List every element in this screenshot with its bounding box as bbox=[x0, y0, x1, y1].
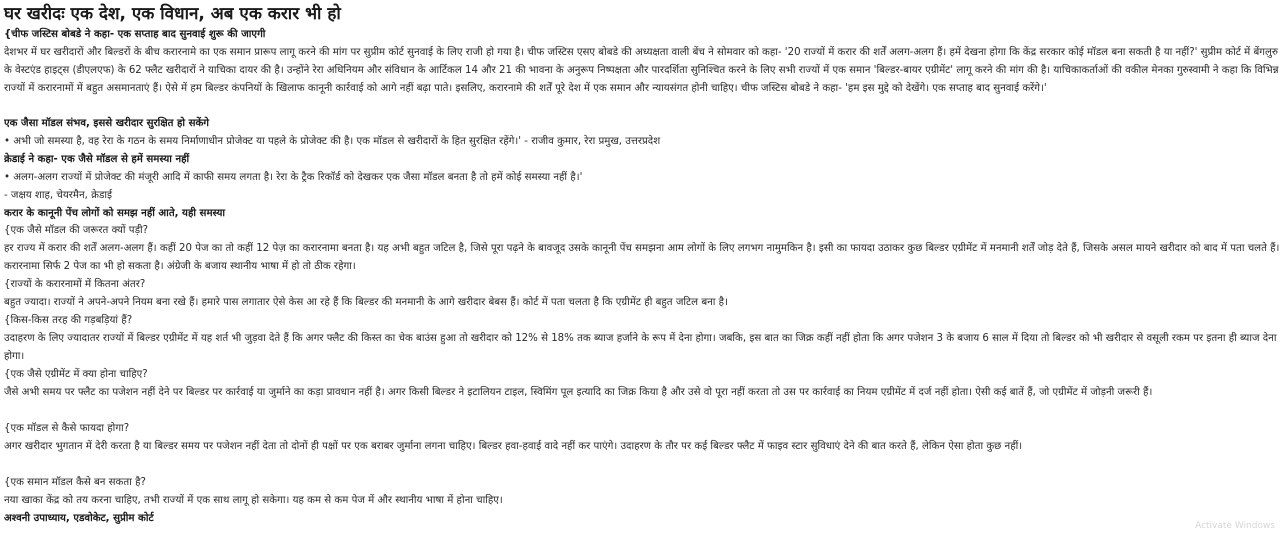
article bbox=[4, 2, 1280, 528]
section-heading-model-possible: एक जैसा मॉडल संभव, इससे खरीदार सुरक्षित हो सकेंगे bbox=[4, 118, 210, 129]
section-heading-legal-issues: करार के कानूनी पेंच लोगों को समझ नहीं आते, यही समस्या bbox=[4, 207, 226, 219]
section-heading-credai: क्रेडाई ने कहा- एक जैसे मॉडल से हमें समस्या नहीं bbox=[4, 153, 190, 165]
article-subhead: {चीफ जस्टिस बोबडे ने कहा- एक सप्ताह बाद सुनवाई शुरू की जाएगी bbox=[4, 29, 266, 40]
article-headline: घर खरीदः एक देश, एक विधान, अब एक करार भी हो bbox=[4, 4, 341, 24]
intro-paragraph: देशभर में घर खरीदारों और बिल्डरों के बीच करारनामे का एक समान प्रारूप लागू करने की मांग पर सुप्रीम कोर्ट सुनवाई के लिए राजी हो गया है। चीफ जस्टिस एसए बोबडे की अध्यक्षता वाली बेंच ने सोमवार को कहा- '20 राज्यों में करार की शर्तें अलग-अलग हैं। हमें देखना होगा कि केंद्र सरकार कोई मॉडल बना सकती है या नहीं?' सुप्रीम कोर्ट में बेंगलुरु के वेस्टएंड हाइट्स (डीएलएफ) के 62 फ्लैट खरीदारों ने याचिका दायर की है। उन्होंने रेरा अधिनियम और संविधान के आर्टिकल 14 और 21 की भावना के अनुरूप निष्पक्षता और पारदर्शिता सुनिश्चित करने के लिए सभी राज्यों में एक समान 'बिल्डर-बायर एग्रीमेंट' लागू करने की मांग की है। याचिकाकर्ताओं की वकील मेनका गुरुस्वामी ने कहा कि विभिन्न राज्यों में करारनामों में बहुत असमानताएं हैं। ऐसे में हम बिल्डर कंपनियों के खिलाफ कानूनी कार्रवाई को आगे नहीं बढ़ा पाते। इसलिए, करारनामे की शर्तें पूरे देश में एक समान और न्यायसंगत होनी चाहिए। चीफ जस्टिस बोबडे ने कहा- 'हम इस मुद्दे को देखेंगे। एक सप्ताह बाद सुनवाई करेंगे।' bbox=[4, 47, 1279, 94]
answer-how-model: नया खाका केंद्र को तय करना चाहिए, तभी राज्यों में एक साथ लागू हो सकेगा। यह कम से कम पेज में और स्थानीय भाषा में होना चाहिए। bbox=[4, 494, 503, 506]
question-agreement-contents: {एक जैसे एग्रीमेंट में क्या होना चाहिए? bbox=[4, 369, 148, 381]
answer-model-benefit: अगर खरीदार भुगतान में देरी करता है या बिल्डर समय पर पजेशन नहीं देता तो दोनों ही पक्षों पर एक बराबर जुर्माना लगना चाहिए। बिल्डर हवा-हवाई वादे नहीं कर पाएंगे। उदाहरण के तौर पर कई बिल्डर फ्लैट में फाइव स्टार सुविधाएं देने की बात करते हैं, लेकिन ऐसा होता कुछ नहीं। bbox=[4, 440, 1023, 452]
question-how-model: {एक समान मॉडल कैसे बन सकता है? bbox=[4, 476, 146, 488]
activate-windows-watermark: Activate Windows bbox=[1195, 521, 1275, 531]
answer-irregularities: उदाहरण के लिए ज्यादातर राज्यों में बिल्डर एग्रीमेंट में यह शर्त भी जुड़वा देते हैं कि अगर फ्लैट की किस्त का चेक बाउंस हुआ तो खरीदार को 12% से 18% तक ब्याज हर्जाने के रूप में देना होगा। जबकि, इस बात का जिक्र कहीं नहीं होता कि अगर पजेशन 3 के बजाय 6 साल में दिया तो बिल्डर को भी खरीदार से वसूली रकम पर इतना ही ब्याज देना होगा। bbox=[4, 333, 1277, 362]
question-state-difference: {राज्यों के करारनामों में कितना अंतर? bbox=[4, 279, 146, 291]
question-why-model: {एक जैसे मॉडल की जरूरत क्यों पड़ी? bbox=[4, 225, 149, 237]
answer-state-difference: बहुत ज्यादा। राज्यों ने अपने-अपने नियम बना रखे हैं। हमारे पास लगातार ऐसे केस आ रहे हैं कि बिल्डर की मनमानी के आगे खरीदार बेबस हैं। कोर्ट में पता चलता है कि एग्रीमेंट ही बहुत जटिल बना है। bbox=[4, 297, 728, 309]
answer-agreement-contents: जैसे अभी समय पर फ्लैट का पजेशन नहीं देने पर बिल्डर पर कार्रवाई या जुर्माने का कड़ा प्रावधान नहीं है। अगर किसी बिल्डर ने इटालियन टाइल, स्विमिंग पूल इत्यादि का जिक्र किया है और उसे वो पूरा नहीं करता तो उस पर कार्रवाई का नियम एग्रीमेंट में दर्ज नहीं होता। ऐसी कई बातें हैं, जो एग्रीमेंट में जोड़नी जरूरी हैं। bbox=[4, 386, 1153, 398]
question-model-benefit: {एक मॉडल से कैसे फायदा होगा? bbox=[4, 422, 130, 434]
quote-rera-chief: • अभी जो समस्या है, वह रेरा के गठन के समय निर्माणाधीन प्रोजेक्ट या पहले के प्रोजेक्ट की है। एक मॉडल से खरीदारों के हित सुरक्षित रहेंगे।' - राजीव कुमार, रेरा प्रमुख, उत्तरप्रदेश bbox=[4, 135, 661, 147]
quote-credai: • अलग-अलग राज्यों में प्रोजेक्ट की मंजूरी आदि में काफी समय लगता है। रेरा के ट्रैक रिकॉर्ड को देखकर एक जैसा मॉडल बनता है तो हमें कोई समस्या नहीं है।' bbox=[4, 171, 583, 183]
quote-credai-attribution: - जक्षय शाह, चेयरमैन, क्रेडाई bbox=[4, 189, 113, 201]
question-irregularities: {किस-किस तरह की गड़बड़ियां हैं? bbox=[4, 315, 133, 327]
article-byline: अश्वनी उपाध्याय, एडवोकेट, सुप्रीम कोर्ट bbox=[4, 512, 154, 524]
answer-why-model: हर राज्य में करार की शर्तें अलग-अलग हैं। कहीं 20 पेज का तो कहीं 12 पेज़ का करारनामा बनता है। यह अभी बहुत जटिल है, जिसे पूरा पढ़ने के बावजूद उसके कानूनी पेंच समझना आम लोगों के लिए लगभग नामुमकिन है। इसी का फायदा उठाकर कुछ बिल्डर एग्रीमेंट में मनमानी शर्तें जोड़ देते हैं, जिसके असल मायने खरीदार को बाद में पता चलते हैं। करारनामा सिर्फ 2 पेज का भी हो सकता है। अंग्रेजी के बजाय स्थानीय भाषा में हो तो ठीक रहेगा। bbox=[4, 243, 1280, 273]
